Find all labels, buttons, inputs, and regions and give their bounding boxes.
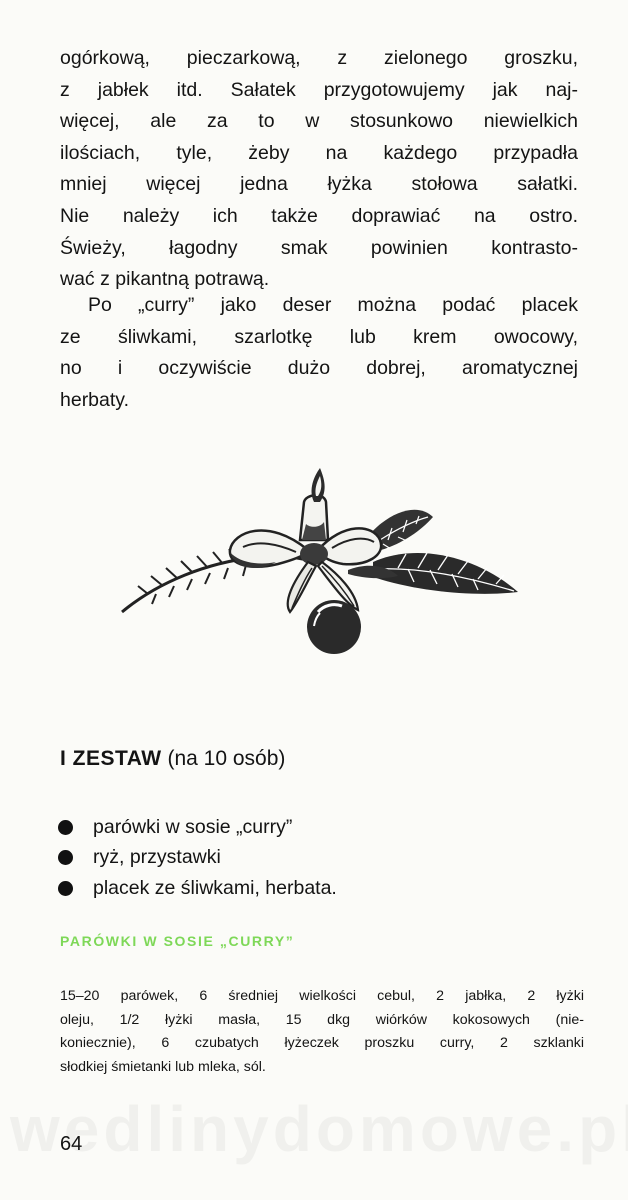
menu-subtitle: (na 10 osób) bbox=[167, 747, 286, 770]
list-item bbox=[58, 812, 337, 843]
menu-items-list bbox=[58, 812, 337, 904]
text-line: Świeży, łagodny smak powinien kontrasto- bbox=[60, 236, 578, 259]
text-line: ilościach, tyle, żeby na każdego przypadła bbox=[60, 141, 578, 164]
text-line: herbaty. bbox=[60, 388, 130, 411]
menu-heading bbox=[60, 747, 285, 771]
text-line: ze śliwkami, szarlotkę lub krem owocowy, bbox=[60, 325, 578, 348]
list-item-label: parówki w sosie „curry” bbox=[93, 815, 293, 838]
text-line: z jabłek itd. Sałatek przygotowujemy jak naj- bbox=[60, 78, 578, 101]
text-line: więcej, ale za to w stosunkowo niewielkich bbox=[60, 110, 578, 133]
candle-with-pine-branches-icon bbox=[118, 462, 522, 662]
text-line: mniej więcej jedna łyżka stołowa sałatki. bbox=[60, 173, 578, 196]
page-number: 64 bbox=[60, 1133, 83, 1155]
text-line: Nie należy ich także doprawiać na ostro. bbox=[60, 204, 578, 227]
bullet-icon bbox=[58, 850, 73, 865]
list-item-label: ryż, przystawki bbox=[93, 846, 221, 869]
recipe-title: PARÓWKI W SOSIE „CURRY” bbox=[60, 933, 295, 949]
bullet-icon bbox=[58, 820, 73, 835]
bullet-icon bbox=[58, 881, 73, 896]
list-item-label: placek ze śliwkami, herbata. bbox=[93, 876, 337, 899]
menu-title: I ZESTAW bbox=[60, 747, 162, 770]
ingredients-paragraph bbox=[60, 985, 584, 1079]
list-item bbox=[58, 843, 337, 874]
list-item bbox=[58, 873, 337, 904]
text-line: koniecznie), 6 czubatych łyżeczek proszku curry, 2 szklanki bbox=[60, 1035, 584, 1051]
text-line: oleju, 1/2 łyżki masła, 15 dkg wiórków kokosowych (nie- bbox=[60, 1011, 584, 1028]
paragraph-dessert bbox=[60, 290, 578, 416]
text-line: słodkiej śmietanki lub mleka, sól. bbox=[60, 1058, 266, 1075]
text-line: no i oczywiście dużo dobrej, aromatycznej bbox=[60, 357, 578, 380]
text-line: wać z pikantną potrawą. bbox=[60, 268, 270, 291]
text-line: Po „curry” jako deser można podać placek bbox=[88, 294, 578, 316]
text-line: ogórkową, pieczarkową, z zielonego groszku, bbox=[60, 47, 578, 69]
watermark bbox=[10, 1092, 628, 1166]
text-line: 15–20 parówek, 6 średniej wielkości cebul, 2 jabłka, 2 łyżki bbox=[60, 988, 584, 1004]
paragraph-salads bbox=[60, 43, 578, 296]
